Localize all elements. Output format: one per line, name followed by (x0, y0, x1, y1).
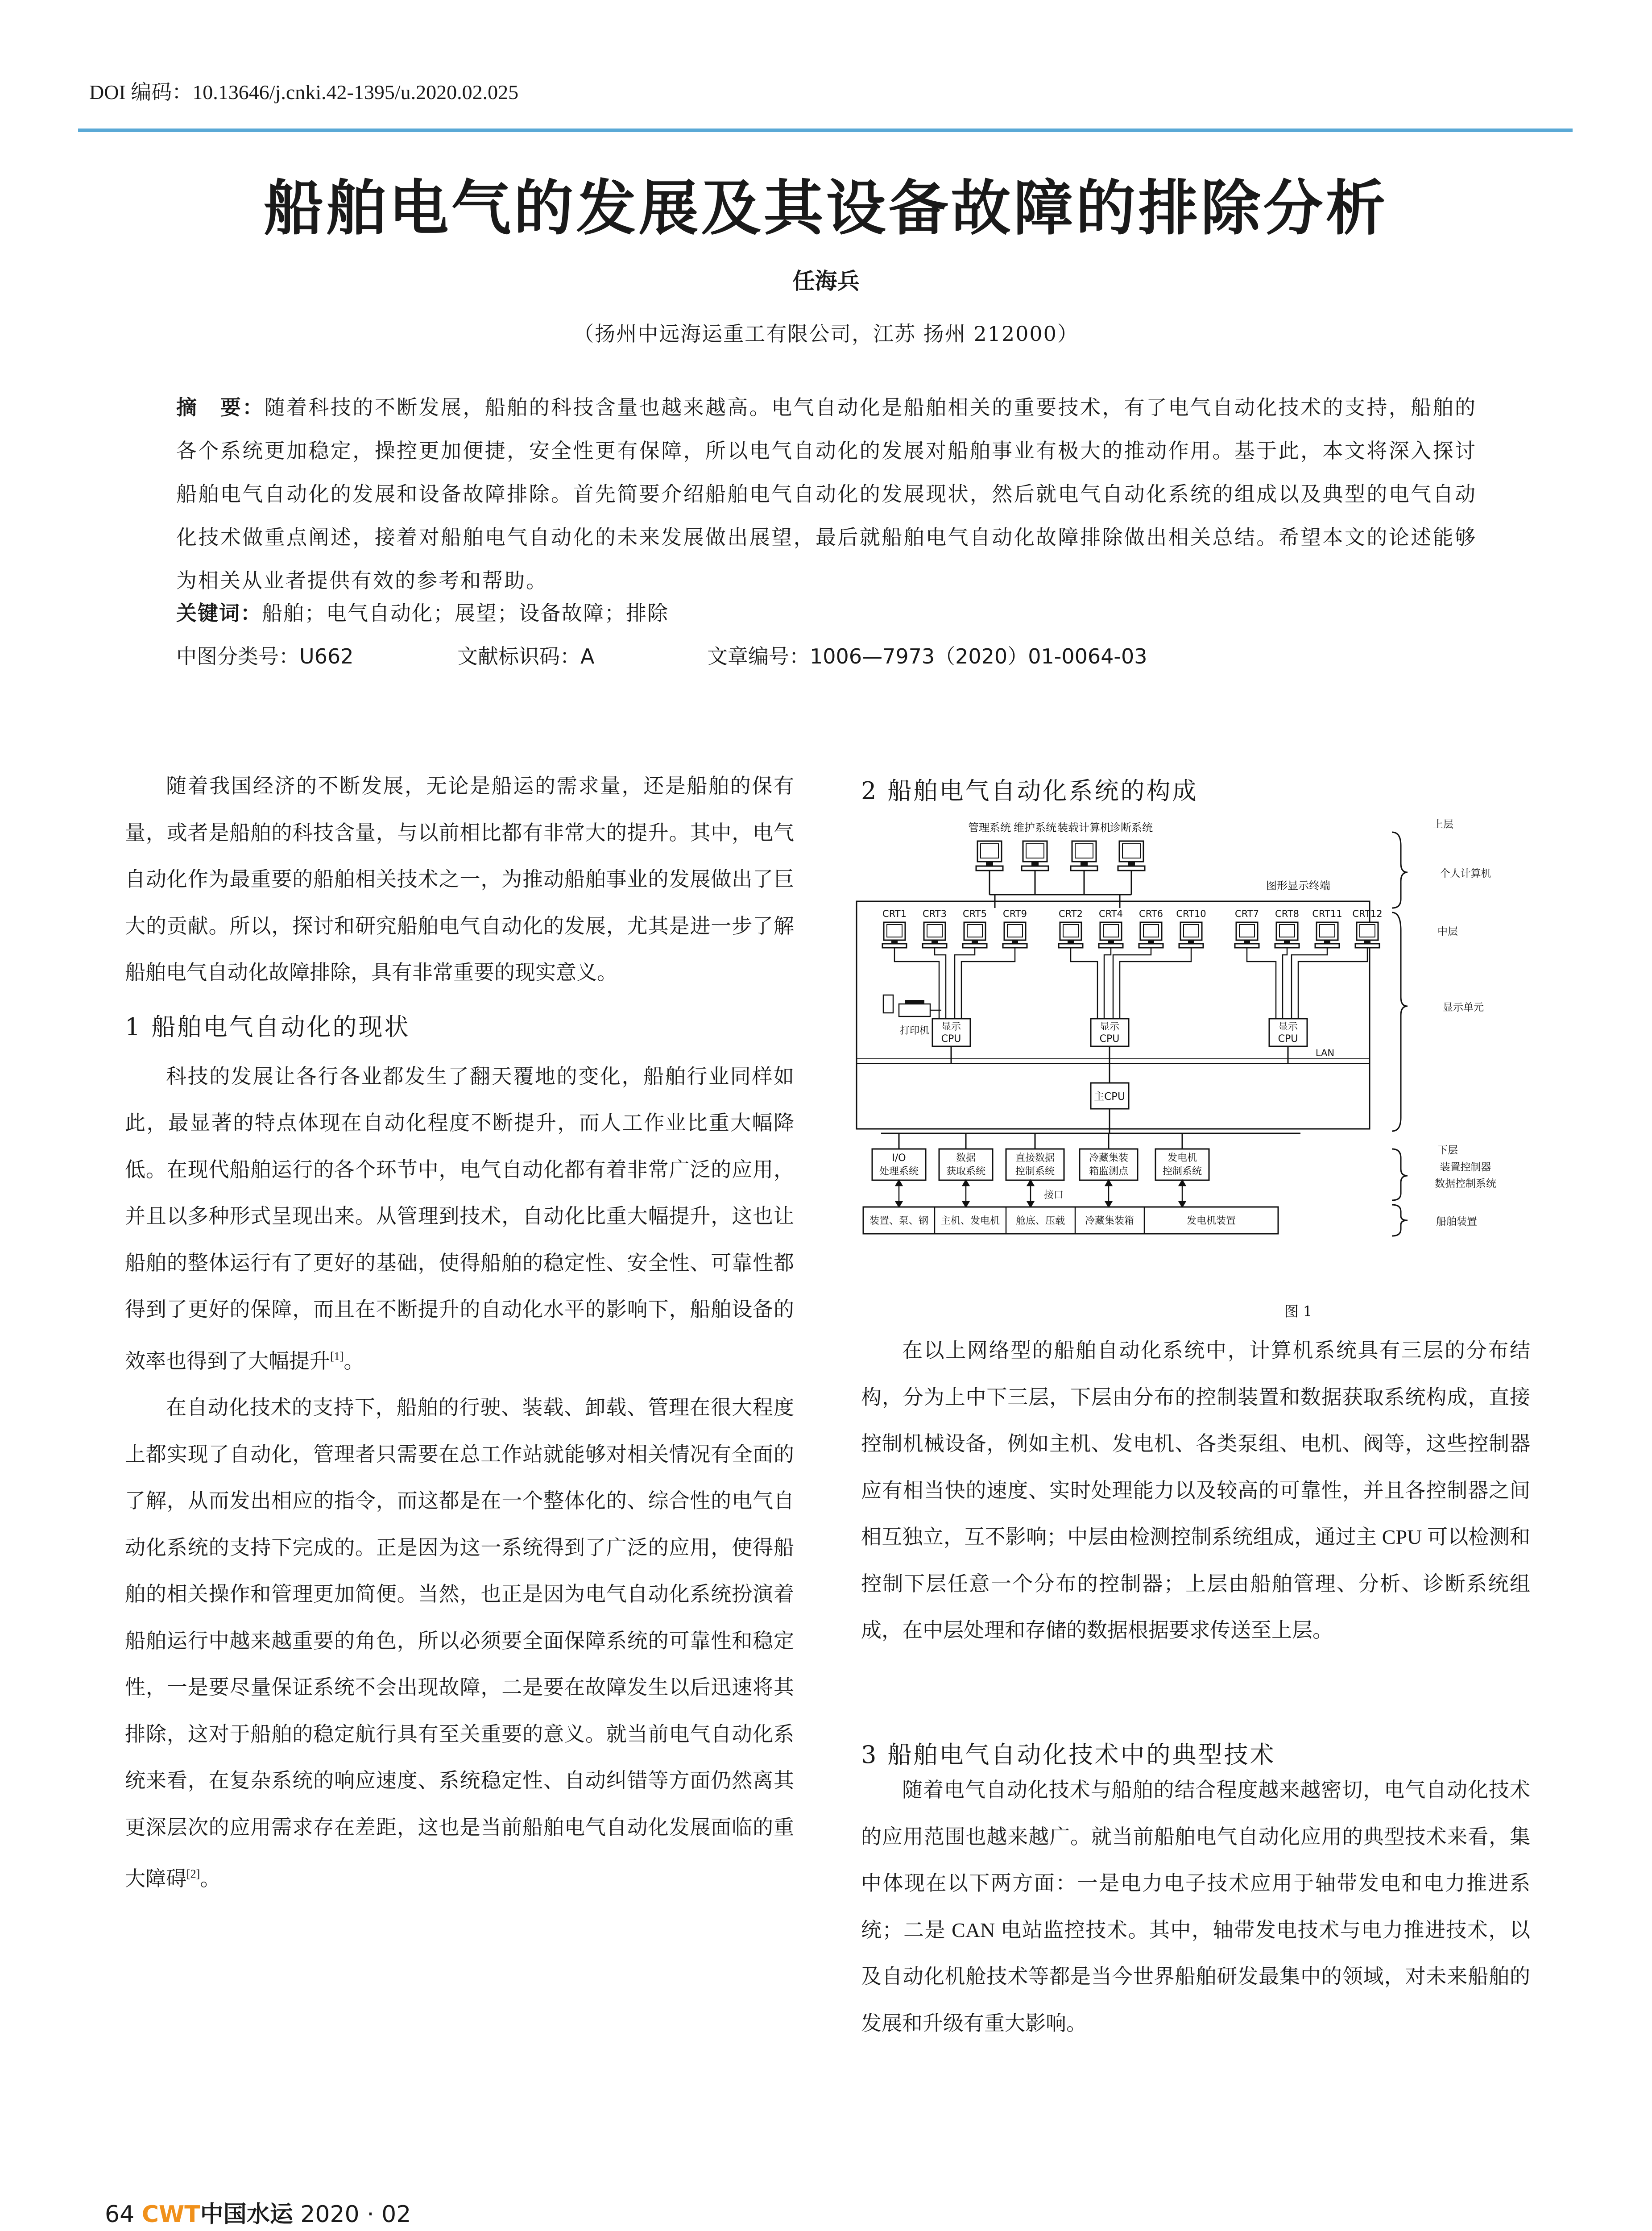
section-2-paragraph-1: 在以上网络型的船舶自动化系统中，计算机系统具有三层的分布结构，分为上中下三层，下层由分布的控制装置和数据获取系统构成，直接控制机械设备，例如主机、发电机、各类泵组、电机、阀等，这些控制器应有相当快的速度、实时处理能力以及较高的可靠性，并且各控制器之间相互独立，互不影响；中层由检测控制系统组成，通过主 CPU 可以检测和控制下层任意一个分布的控制器；上层由船舶管理、分析、诊断系统组成，在中层处理和存储的数据根据要求传送至上层。 (861, 1339, 1530, 1642)
crt-icon (1179, 922, 1203, 948)
display-cpu-label: 显示 (1099, 1021, 1120, 1033)
crt-label: CRT8 (1275, 908, 1299, 919)
interface-label: 接口 (1044, 1190, 1064, 1201)
display-cpu-label: CPU (1278, 1033, 1298, 1045)
personal-computer-label: 个人计算机 (1440, 868, 1491, 879)
crt-label: CRT11 (1312, 908, 1342, 919)
crt-icon (1059, 922, 1083, 948)
controller-label: 数据 (956, 1153, 976, 1164)
crt-icon (1003, 922, 1027, 948)
controller-label: 冷藏集装 (1089, 1153, 1129, 1164)
journal-issue: 2020 · 02 (300, 2201, 411, 2228)
header-rule (78, 129, 1573, 132)
citation-1: [1] (330, 1349, 344, 1363)
personal-computer-icon (1118, 841, 1145, 871)
crt-icon (1275, 922, 1299, 948)
section-1-paragraph-1: 科技的发展让各行各业都发生了翻天覆地的变化，船舶行业同样如此，最显著的特点体现在自动化程度不断提升，而人工作业比重大幅降低。在现代船舶运行的各个环节中，电气自动化都有着非常广泛的应用，并且以多种形式呈现出来。从管理到技术，自动化比重大幅提升，这也让船舶的整体运行有了更好的基础，使得船舶的稳定性、安全性、可靠性都得到了更好的保障，而且在不断提升的自动化水平的影响下，船舶设备的效率也得到了大幅提升[1]。 (125, 1065, 794, 1373)
data-control-label: 数据控制系统 (1435, 1178, 1496, 1190)
controller-label: 控制系统 (1162, 1166, 1202, 1177)
section-2-heading: 2 船舶电气自动化系统的构成 (861, 777, 1198, 805)
display-cpu-label: CPU (941, 1033, 961, 1045)
device-label: 冷藏集装箱 (1085, 1215, 1134, 1227)
ship-device-label: 船舶装置 (1436, 1216, 1477, 1227)
display-cpu-label: 显示 (941, 1021, 961, 1033)
crt-icon (1235, 922, 1259, 948)
section-2-body (861, 1327, 1530, 1654)
crt-label: CRT9 (1003, 908, 1027, 919)
journal-brand-logo: CWT (141, 2201, 200, 2228)
left-column (125, 763, 794, 1903)
layer-label-lower: 下层 (1437, 1145, 1458, 1156)
main-cpu-label: 主CPU (1094, 1091, 1125, 1103)
controller-label: 直接数据 (1015, 1153, 1055, 1164)
keywords (176, 597, 669, 626)
crt-icon (882, 922, 907, 948)
doc-code: 文献标识码：A (457, 644, 595, 668)
article-number: 文章编号：1006—7973（2020）01-0064-03 (707, 644, 1147, 668)
page-footer (105, 2195, 411, 2229)
personal-computer-icon (1022, 841, 1048, 871)
classification-line (176, 640, 1147, 670)
section-3-paragraph-1: 随着电气自动化技术与船舶的结合程度越来越密切，电气自动化技术的应用范围也越来越广。就当前船舶电气自动化应用的典型技术来看，集中体现在以下两方面：一是电力电子技术应用于轴带发电和电力推进系统；二是 CAN 电站监控技术。其中，轴带发电技术与电力推进技术，以及自动化机舱技术等都是当今世界船舶研发最集中的领域，对未来船舶的发展和升级有重大影响。 (861, 1779, 1530, 2035)
controller-label: 箱监测点 (1089, 1166, 1129, 1177)
top-system-label: 维护系统 (1014, 821, 1056, 834)
display-unit-label: 显示单元 (1443, 1002, 1484, 1013)
abstract (176, 386, 1477, 602)
crt-icon (963, 922, 987, 948)
section-3-heading: 3 船舶电气自动化技术中的典型技术 (861, 1741, 1276, 1769)
graphic-terminal-label: 图形显示终端 (1266, 879, 1330, 892)
layer-label-middle: 中层 (1437, 926, 1458, 937)
printer-stand (883, 995, 893, 1013)
crt-icon (923, 922, 947, 948)
controller-label: 发电机 (1167, 1153, 1197, 1164)
crt-icon (1315, 922, 1339, 948)
citation-2: [2] (186, 1867, 200, 1880)
device-label: 主机、发电机 (940, 1215, 1000, 1227)
affiliation: （扬州中远海运重工有限公司，江苏 扬州 212000） (573, 322, 1079, 346)
controller-label: 处理系统 (879, 1166, 919, 1177)
printer-label: 打印机 (899, 1025, 930, 1037)
page-number: 64 (105, 2201, 135, 2228)
printer-paper (905, 1000, 924, 1004)
personal-computer-icon (976, 841, 1003, 871)
device-controller-label: 装置控制器 (1440, 1161, 1491, 1173)
lan-label: LAN (1315, 1048, 1335, 1058)
device-label: 发电机装置 (1186, 1215, 1236, 1227)
crt-label: CRT6 (1139, 908, 1163, 919)
clc-number: 中图分类号：U662 (176, 644, 354, 668)
device-label: 舱底、压载 (1015, 1215, 1065, 1227)
doi-line: DOI 编码：10.13646/j.cnki.42-1395/u.2020.02.025 (89, 81, 519, 104)
top-system-label: 诊断系统 (1110, 821, 1153, 834)
display-cpu-label: 显示 (1278, 1021, 1298, 1033)
paper-title: 船舶电气的发展及其设备故障的排除分析 (264, 173, 1388, 243)
top-system-label: 装载计算机 (1057, 821, 1111, 834)
intro-paragraph: 随着我国经济的不断发展，无论是船运的需求量，还是船舶的保有量，或者是船舶的科技含量，与以前相比都有非常大的提升。其中，电气自动化作为最重要的船舶相关技术之一，为推动船舶事业的发展做出了巨大的贡献。所以，探讨和研究船舶电气自动化的发展，尤其是进一步了解船舶电气自动化故障排除，具有非常重要的现实意义。 (125, 775, 794, 984)
crt-label: CRT2 (1059, 908, 1083, 919)
abstract-label: 摘 要： (176, 395, 265, 419)
keywords-label: 关键词： (176, 601, 262, 625)
crt-label: CRT1 (882, 908, 907, 919)
journal-name: 中国水运 (200, 2201, 293, 2228)
crt-label: CRT5 (963, 908, 987, 919)
section-3-body (861, 1767, 1530, 2047)
section-1-heading: 1 船舶电气自动化的现状 (125, 1012, 410, 1041)
layer-label-upper: 上层 (1433, 819, 1453, 830)
section-1-paragraph-2: 在自动化技术的支持下，船舶的行驶、装载、卸载、管理在很大程度上都实现了自动化，管理者只需要在总工作站就能够对相关情况有全面的了解，从而发出相应的指令，而这都是在一个整体化的、综合性的电气自动化系统的支持下完成的。正是因为这一系统得到了广泛的应用，使得船舶的相关操作和管理更加简便。当然，也正是因为电气自动化系统扮演着船舶运行中越来越重要的角色，所以必须要全面保障系统的可靠性和稳定性，一是要尽量保证系统不会出现故障，二是要在故障发生以后迅速将其排除，这对于船舶的稳定航行具有至关重要的意义。就当前电气自动化系统来看，在复杂系统的响应速度、系统稳定性、自动纠错等方面仍然离其更深层次的应用需求存在差距，这也是当前船舶电气自动化发展面临的重大障碍[2]。 (125, 1396, 794, 1890)
crt-icon (1099, 922, 1123, 948)
display-cpu-label: CPU (1099, 1033, 1120, 1045)
crt-label: CRT3 (923, 908, 947, 919)
crt-label: CRT10 (1176, 908, 1206, 919)
controller-label: 获取系统 (946, 1166, 986, 1177)
crt-label: CRT4 (1099, 908, 1123, 919)
top-system-label: 管理系统 (968, 821, 1011, 834)
printer-icon (899, 1004, 930, 1016)
controller-label: 控制系统 (1015, 1166, 1055, 1177)
author: 任海兵 (792, 268, 860, 294)
crt-icon (1139, 922, 1163, 948)
controller-label: I/O (892, 1153, 906, 1164)
keywords-text: 船舶；电气自动化；展望；设备故障；排除 (262, 601, 669, 625)
crt-label: CRT12 (1352, 908, 1383, 919)
figure-caption: 图 1 (1284, 1303, 1312, 1320)
abstract-text: 随着科技的不断发展，船舶的科技含量也越来越高。电气自动化是船舶相关的重要技术，有了电气自动化技术的支持，船舶的各个系统更加稳定，操控更加便捷，安全性更有保障，所以电气自动化的发展对船舶事业有极大的推动作用。基于此，本文将深入探讨船舶电气自动化的发展和设备故障排除。首先简要介绍船舶电气自动化的发展现状，然后就电气自动化系统的组成以及典型的电气自动化技术做重点阐述，接着对船舶电气自动化的未来发展做出展望，最后就船舶电气自动化故障排除做出相关总结。希望本文的论述能够为相关从业者提供有效的参考和帮助。 (176, 395, 1477, 593)
personal-computer-icon (1071, 841, 1097, 871)
device-label: 装置、泵、钢 (869, 1215, 929, 1227)
figure-1-diagram (848, 805, 1570, 1323)
crt-icon (1355, 922, 1379, 948)
crt-label: CRT7 (1235, 908, 1259, 919)
